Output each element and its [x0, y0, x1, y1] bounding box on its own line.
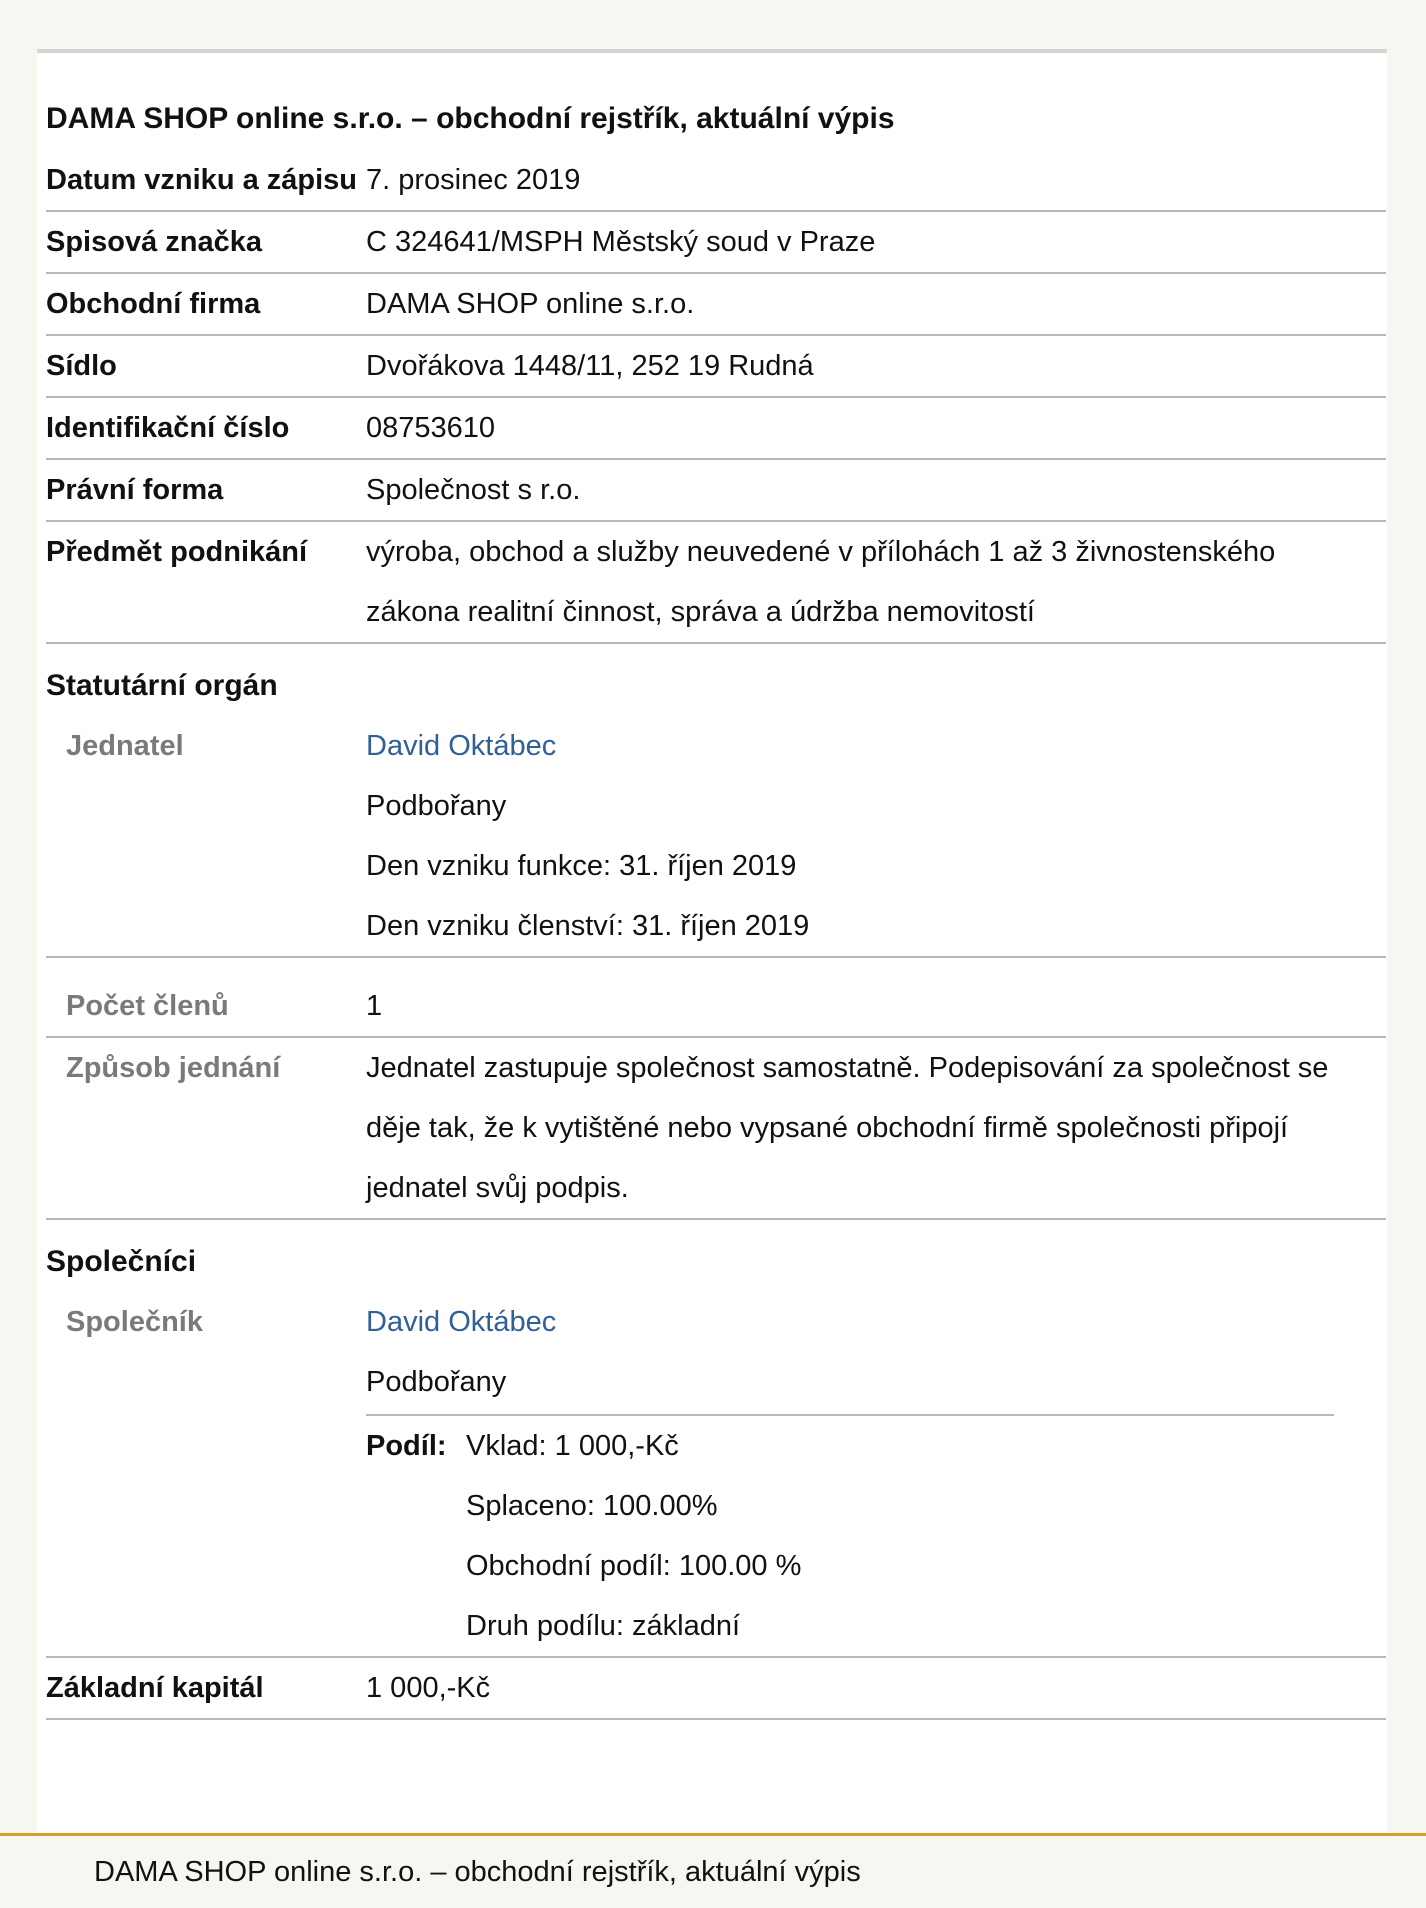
share-details: [466, 1416, 801, 1656]
row-value: 1: [366, 990, 383, 1022]
row-label: Identifikační číslo: [46, 412, 290, 444]
row-member-count: [46, 976, 1386, 1038]
partner-name-link[interactable]: David Oktábec: [366, 1306, 557, 1338]
row-executive: [46, 716, 1386, 958]
row-label: Předmět podnikání: [46, 536, 308, 568]
row-label: Jednatel: [66, 730, 184, 762]
section-partners: Společníci: [46, 1245, 197, 1278]
row-label: Datum vzniku a zápisu: [46, 164, 358, 196]
footer-divider: [0, 1833, 1426, 1836]
share-label: Podíl:: [366, 1430, 447, 1462]
row-founding-date: [46, 150, 1386, 212]
share-business: Obchodní podíl: 100.00 %: [466, 1550, 802, 1582]
row-company-name: [46, 274, 1386, 336]
row-label: Základní kapitál: [46, 1672, 264, 1704]
section-statutory: Statutární orgán: [46, 669, 278, 702]
row-business-activity: [46, 522, 1386, 644]
row-label: Sídlo: [46, 350, 117, 382]
row-label: Společník: [66, 1306, 203, 1338]
row-value: Jednatel zastupuje společnost samostatně. Podepisování za společnost se děje tak, že k vytištěné nebo vypsané obchodní firmě společnosti připojí jednatel svůj podpis.: [366, 1052, 1329, 1204]
share-type: Druh podílu: základní: [466, 1610, 741, 1642]
row-label: Obchodní firma: [46, 288, 261, 320]
row-acting-method: [46, 1038, 1386, 1220]
registry-extract: [46, 88, 1386, 1720]
partner-details: [366, 1292, 1386, 1656]
executive-name-link[interactable]: David Oktábec: [366, 730, 557, 762]
row-value: Společnost s r.o.: [366, 474, 581, 506]
share-deposit: Vklad: 1 000,-Kč: [466, 1430, 679, 1462]
row-address: [46, 336, 1386, 398]
row-label: Právní forma: [46, 474, 224, 506]
row-value: 08753610: [366, 412, 496, 444]
row-value: 1 000,-Kč: [366, 1672, 491, 1704]
share-block: [366, 1414, 1334, 1656]
executive-details: [366, 716, 1386, 956]
row-value: Dvořákova 1448/11, 252 19 Rudná: [366, 350, 814, 382]
partner-place: Podbořany: [366, 1366, 507, 1398]
row-value: DAMA SHOP online s.r.o.: [366, 288, 695, 320]
row-value: C 324641/MSPH Městský soud v Praze: [366, 226, 876, 258]
row-value: 7. prosinec 2019: [366, 164, 581, 196]
page-title: DAMA SHOP online s.r.o. – obchodní rejstřík, aktuální výpis: [46, 102, 895, 135]
row-legal-form: [46, 460, 1386, 522]
row-partner: [46, 1292, 1386, 1658]
row-label: Spisová značka: [46, 226, 262, 258]
row-label: Počet členů: [66, 990, 229, 1022]
row-label: Způsob jednání: [66, 1052, 281, 1084]
row-capital: [46, 1658, 1386, 1720]
footer-text: DAMA SHOP online s.r.o. – obchodní rejstřík, aktuální výpis: [94, 1856, 861, 1888]
row-file-number: [46, 212, 1386, 274]
row-ico: [46, 398, 1386, 460]
membership-start: Den vzniku členství: 31. říjen 2019: [366, 910, 810, 942]
share-paid: Splaceno: 100.00%: [466, 1490, 718, 1522]
executive-place: Podbořany: [366, 790, 507, 822]
function-start: Den vzniku funkce: 31. říjen 2019: [366, 850, 797, 882]
row-value: výroba, obchod a služby neuvedené v přílohách 1 až 3 živnostenského zákona realitní činnost, správa a údržba nemovitostí: [366, 536, 1276, 628]
